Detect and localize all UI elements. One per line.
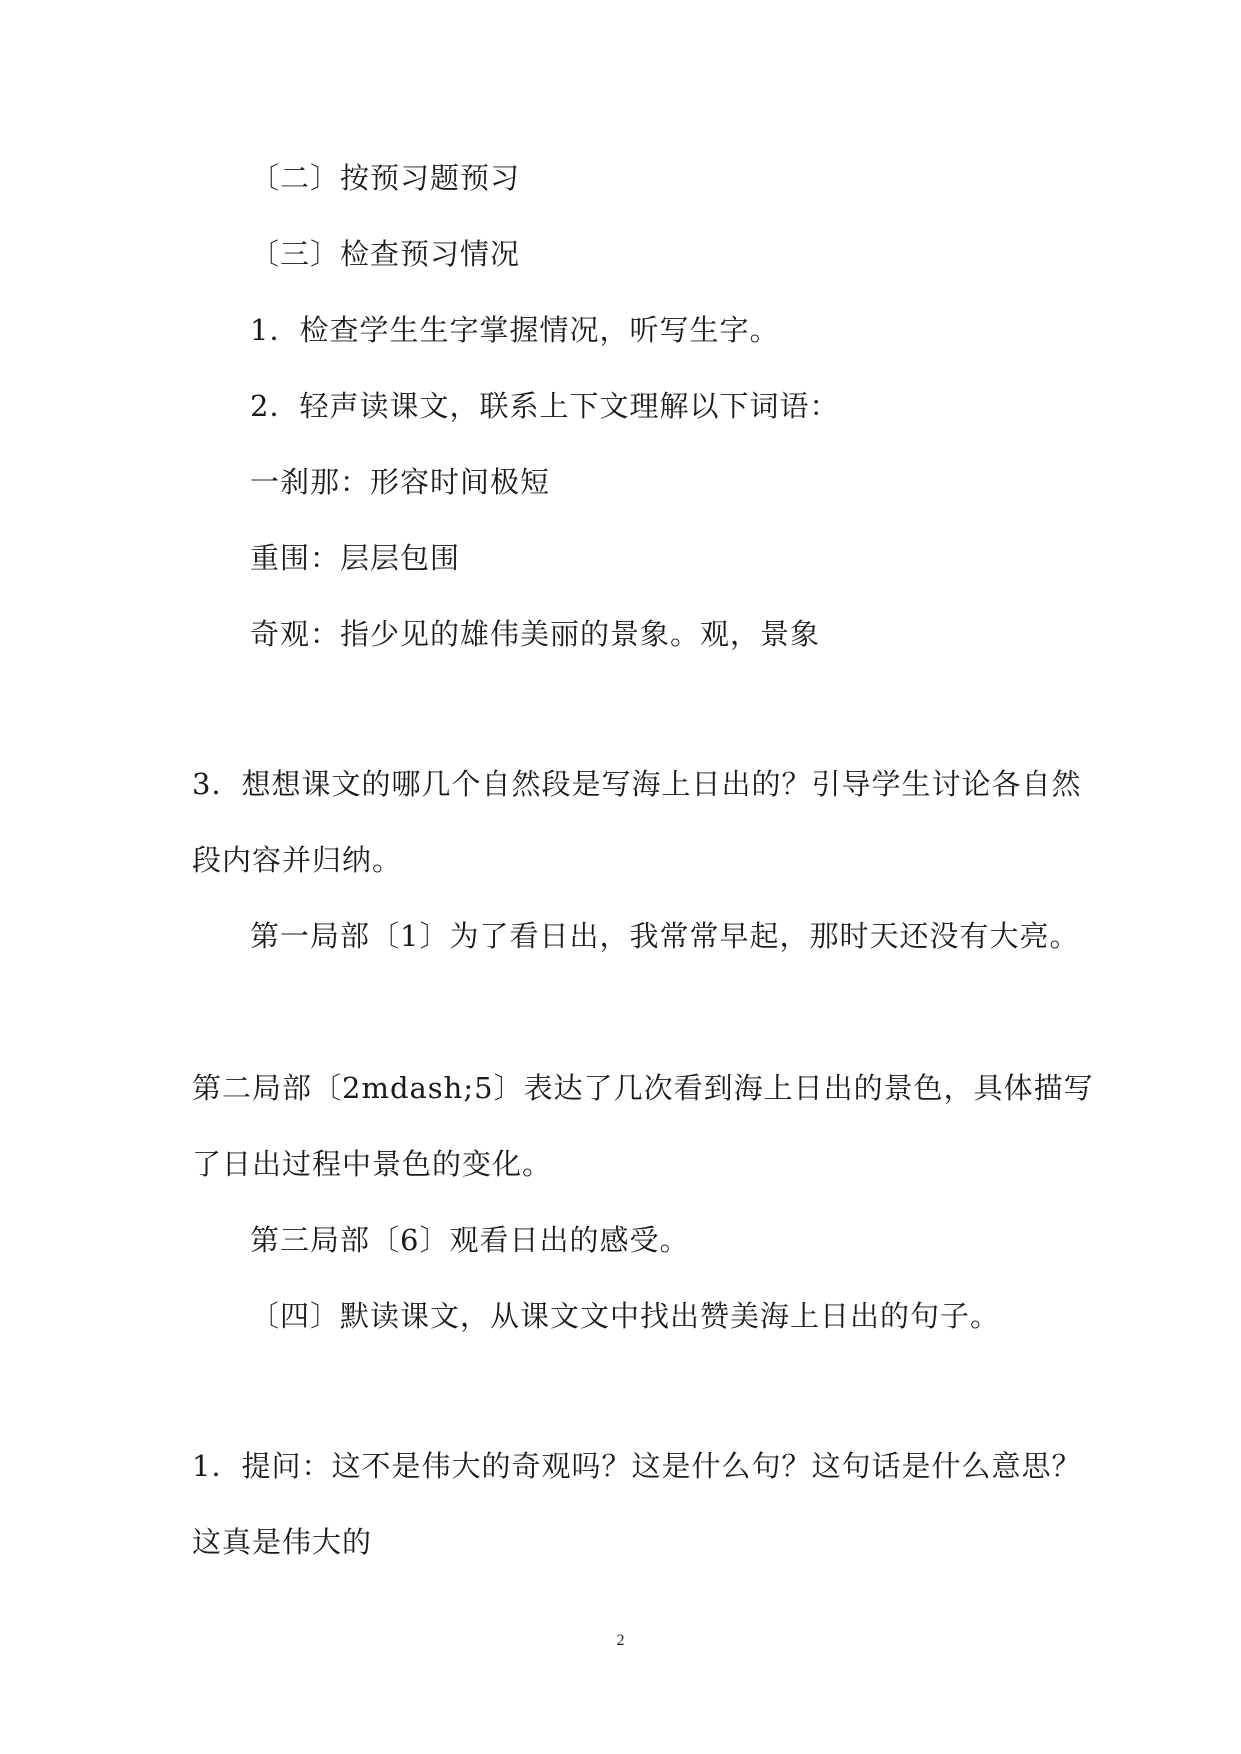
part-two-cont: 了日出过程中景色的变化。: [192, 1147, 553, 1181]
vocab-chongwei: 重围：层层包围: [250, 541, 461, 575]
item-read-aloud: 2．轻声读课文，联系上下文理解以下词语：: [250, 389, 840, 423]
page-number: 2: [616, 1632, 625, 1649]
heading-preview-by-questions: 〔二〕按预习题预习: [250, 161, 521, 195]
part-two: 第二局部〔2mdash;5〕表达了几次看到海上日出的景色，具体描写: [192, 1071, 1094, 1105]
item-question-cont: 这真是伟大的: [192, 1525, 373, 1559]
vocab-yichana: 一刹那：形容时间极短: [250, 465, 551, 499]
heading-check-preview: 〔三〕检查预习情况: [250, 237, 521, 271]
item-which-paragraphs-cont: 段内容并归纳。: [192, 843, 403, 877]
heading-silent-reading: 〔四〕默读课文，从课文文中找出赞美海上日出的句子。: [250, 1299, 1001, 1333]
item-which-paragraphs: 3．想想课文的哪几个自然段是写海上日出的？引导学生讨论各自然: [192, 767, 1082, 801]
part-one: 第一局部〔1〕为了看日出，我常常早起，那时天还没有大亮。: [250, 919, 1080, 953]
item-check-characters: 1．检查学生生字掌握情况，听写生字。: [250, 313, 780, 347]
part-three: 第三局部〔6〕观看日出的感受。: [250, 1223, 690, 1257]
vocab-qiguan: 奇观：指少见的雄伟美丽的景象。观，景象: [250, 617, 821, 651]
item-question: 1．提问：这不是伟大的奇观吗？这是什么句？这句话是什么意思？: [192, 1449, 1082, 1483]
